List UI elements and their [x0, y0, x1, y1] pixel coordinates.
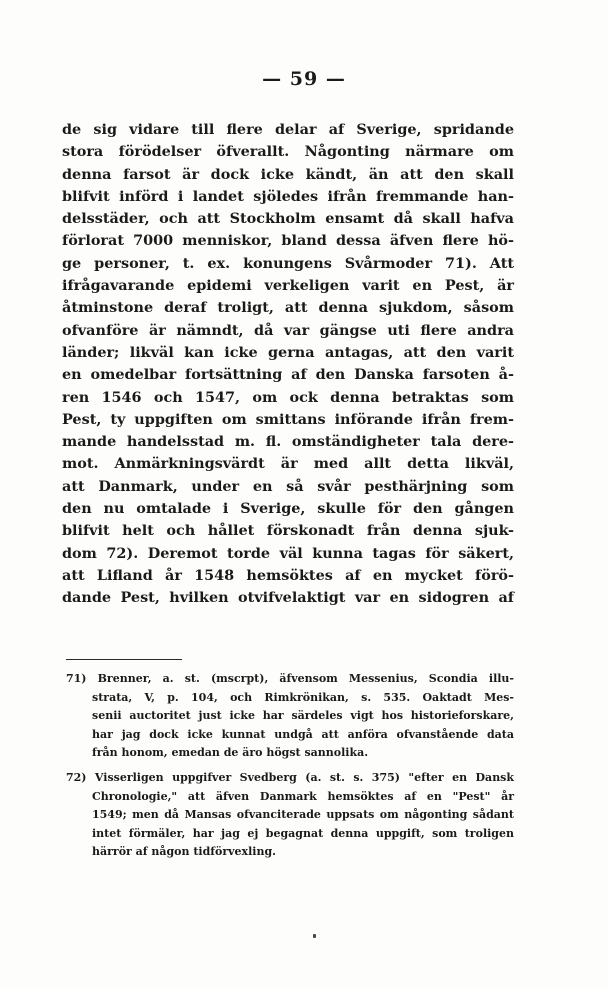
body-line-13: ren 1546 och 1547, om ock denna betraktas som [62, 388, 514, 406]
body-line-4: blifvit införd i landet sjöledes ifrån fremmande han- [62, 187, 514, 205]
footnote-71-line-2: strata, V, p. 104, och Rimkrönikan, s. 535. Oaktadt Mes- [92, 690, 514, 704]
body-line-11: länder; likväl kan icke gerna antagas, att den varit [62, 343, 514, 361]
footnote-71-line-4: har jag dock icke kunnat undgå att anföra ofvanstående data [92, 727, 514, 741]
footnotes [66, 670, 514, 862]
footnote-72-line-5: härrör af någon tidförvexling. [92, 845, 276, 859]
body-line-1: de sig vidare till flere delar af Sverige, spridande [62, 121, 514, 138]
footnote-71-line-1: 71) Brenner, a. st. (mscrpt), äfvensom Messenius, Scondia illu- [66, 672, 514, 685]
body-line-18: den nu omtalade i Sverige, skulle för den gången [62, 500, 514, 518]
page-number: — 59 — [262, 68, 346, 90]
body-line-5: delsstäder, och att Stockholm ensamt då skall hafva [62, 210, 514, 228]
footnote-72-line-4: intet förmäler, har jag ej begagnat denna uppgift, som troligen [92, 826, 514, 840]
body-line-9: åtminstone deraf troligt, att denna sjukdom, såsom [62, 299, 514, 317]
body-line-22: dande Pest, hvilken otvifvelaktigt var en sidogren af [62, 589, 514, 607]
body-line-15: mande handelsstad m. fl. omständigheter tala dere- [62, 433, 514, 451]
body-line-21: att Lifland år 1548 hemsöktes af en mycket förö- [62, 566, 514, 584]
body-line-6: förlorat 7000 menniskor, bland dessa äfven flere hö- [62, 232, 514, 250]
footnote-71-line-3: senii auctoritet just icke har särdeles vigt hos historieforskare, [92, 709, 514, 723]
print-speck [313, 934, 316, 938]
body-line-2: stora förödelser öfverallt. Någonting närmare om [62, 143, 514, 161]
footnote-72-line-1: 72) Visserligen uppgifver Svedberg (a. st. s. 375) "efter en Dansk [66, 770, 514, 784]
body-line-7: ge personer, t. ex. konungens Svårmoder 71). Att [62, 254, 514, 272]
body-line-12: en omedelbar fortsättning af den Danska farsoten å- [62, 366, 514, 384]
body-text [62, 119, 514, 610]
footnote-72 [66, 769, 514, 862]
body-line-20: dom 72). Deremot torde väl kunna tagas för säkert, [62, 544, 514, 562]
body-line-14: Pest, ty uppgiften om smittans införande ifrån frem- [62, 410, 514, 428]
body-line-3: denna farsot är dock icke kändt, än att den skall [62, 165, 514, 183]
body-line-19: blifvit helt och hållet förskonadt från denna sjuk- [62, 522, 514, 540]
body-line-8: ifrågavarande epidemi verkeligen varit en Pest, är [62, 277, 514, 295]
footnote-71-line-5: från honom, emedan de äro högst sannolika. [92, 746, 369, 760]
body-line-16: mot. Anmärkningsvärdt är med allt detta likväl, [62, 455, 514, 473]
body-line-10: ofvanföre är nämndt, då var gängse uti flere andra [62, 321, 514, 339]
footnote-72-line-2: Chronologie," att äfven Danmark hemsöktes af en "Pest" år [92, 789, 514, 803]
body-line-17: att Danmark, under en så svår pesthärjning som [62, 477, 514, 495]
footnote-separator-rule [66, 659, 182, 660]
footnote-72-line-3: 1549; men då Mansas ofvanciterade uppsats om någonting sådant [92, 808, 514, 822]
footnote-71 [66, 670, 514, 763]
